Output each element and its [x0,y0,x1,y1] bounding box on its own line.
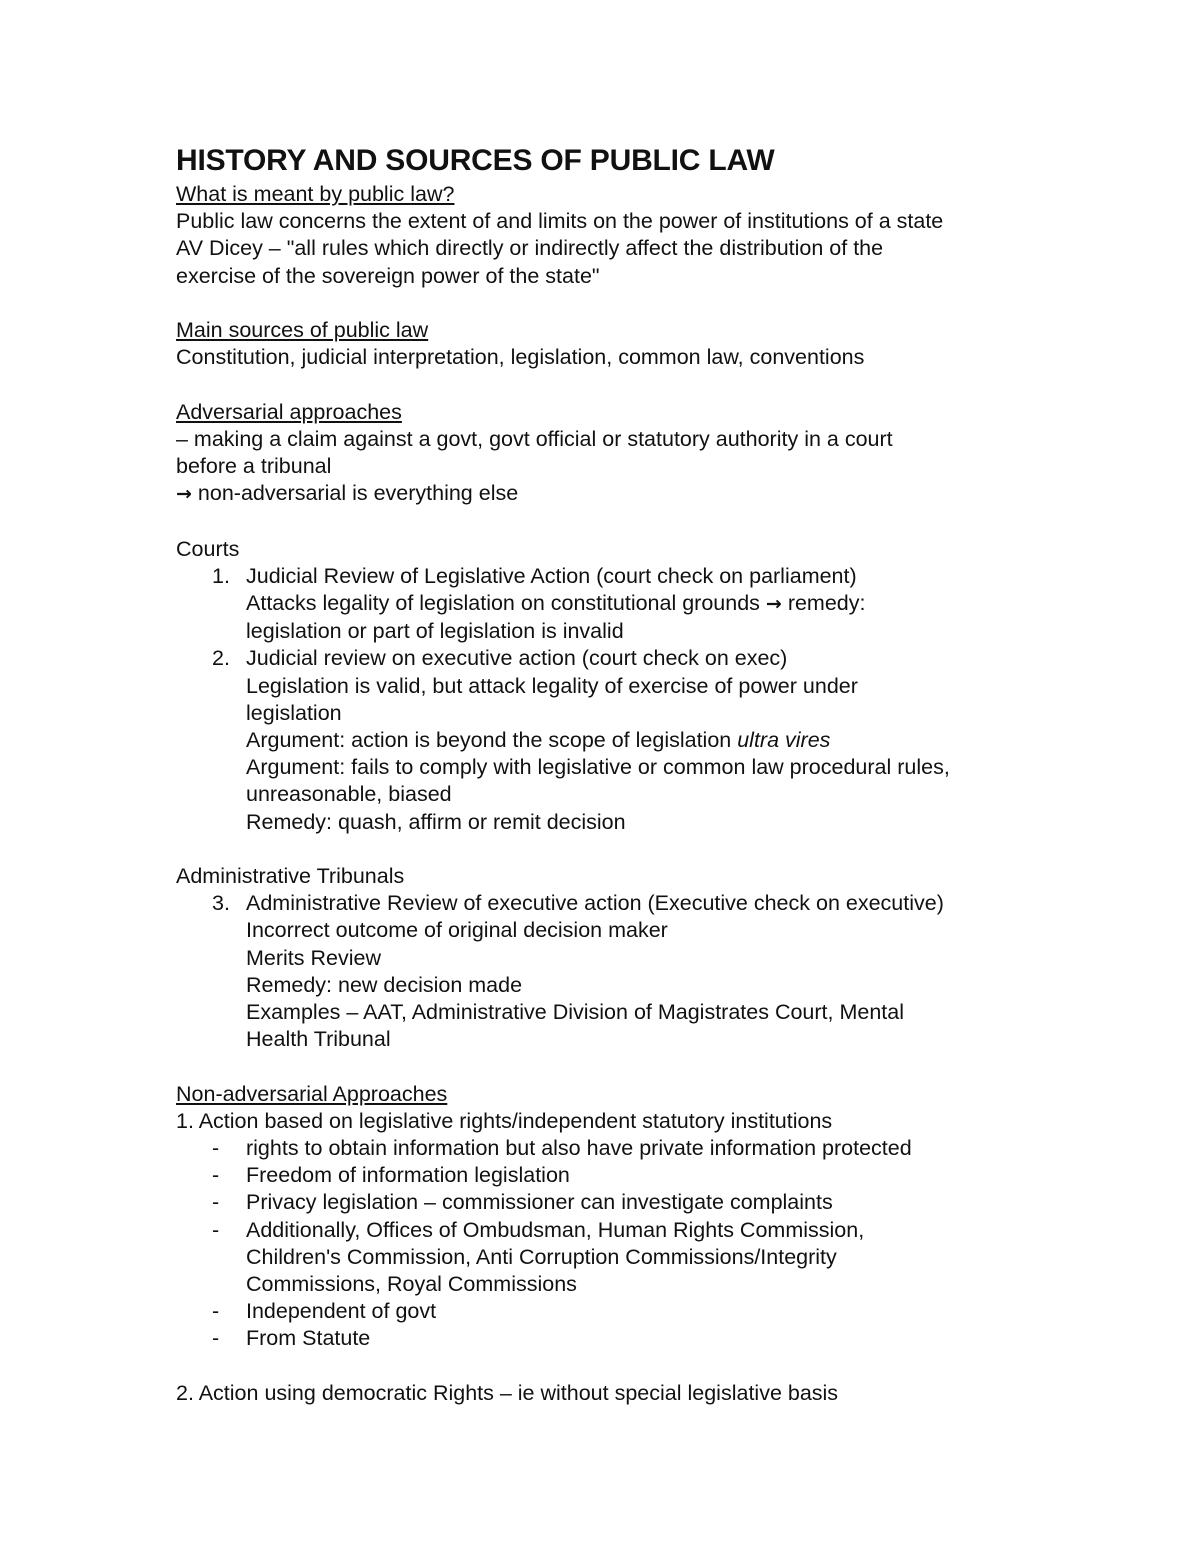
arrow-right-icon: → [176,483,192,506]
section-heading-main-sources: Main sources of public law [176,318,429,342]
list-item-line: Health Tribunal [246,1027,391,1052]
latin-term: ultra vires [737,728,831,753]
numbered-item [176,563,1056,590]
paragraph-line: before a tribunal [176,454,332,478]
dash-bullet-icon: - [212,1190,220,1215]
bullet-continuation: Commissions, Royal Commissions [246,1272,577,1297]
paragraph-line: 1. Action based on legislative rights/independent statutory institutions [176,1108,833,1133]
list-item-title: Judicial Review of Legislative Action (court check on parliament) [246,563,857,588]
dash-bullet-icon: - [212,1299,220,1324]
dash-bullet-icon: - [212,1326,220,1351]
bullet-text: Independent of govt [246,1299,437,1324]
list-item-line: Argument: fails to comply with legislative or common law procedural rules, [246,755,950,780]
bullet-item [176,1162,1056,1189]
paragraph-line: AV Dicey – "all rules which directly or indirectly affect the distribution of the [176,236,884,261]
document-page [176,141,1056,1407]
page-title: HISTORY AND SOURCES OF PUBLIC LAW [176,144,775,177]
list-item-line [176,727,1056,754]
paragraph-line [176,480,1056,508]
spacer [176,836,1056,863]
bullet-item [176,1189,1056,1216]
spacer [176,290,1056,317]
list-item-line: Legislation is valid, but attack legality of exercise of power under [246,673,858,698]
bullet-text: Additionally, Offices of Ombudsman, Human Rights Commission, [246,1217,865,1242]
list-item-line: legislation [246,700,342,725]
bullet-item [176,1325,1056,1352]
list-item-line: Incorrect outcome of original decision maker [246,918,668,943]
section-heading-public-law: What is meant by public law? [176,182,455,206]
bullet-text: From Statute [246,1326,371,1351]
list-item-line: Merits Review [246,945,381,970]
bullet-item [176,1217,1056,1244]
dash-bullet-icon: - [212,1163,220,1188]
section-heading-tribunals: Administrative Tribunals [176,864,405,889]
section-heading-courts: Courts [176,536,240,561]
paragraph-text: non-adversarial is everything else [197,481,519,506]
list-item-text: Argument: action is beyond the scope of legislation [246,728,738,753]
bullet-text: rights to obtain information but also have private information protected [246,1136,912,1161]
paragraph-line: Public law concerns the extent of and limits on the power of institutions of a state [176,209,944,234]
bullet-text: Privacy legislation – commissioner can investigate complaints [246,1190,833,1215]
paragraph-line: exercise of the sovereign power of the state" [176,263,600,288]
list-item-text: Attacks legality of legislation on constitutional grounds [246,591,760,615]
list-item-title: Administrative Review of executive action (Executive check on executive) [246,891,944,916]
paragraph-line: – making a claim against a govt, govt official or statutory authority in a court [176,426,893,451]
paragraph-line: 2. Action using democratic Rights – ie without special legislative basis [176,1380,839,1405]
bullet-continuation: Children's Commission, Anti Corruption Commissions/Integrity [246,1244,837,1269]
list-item-line: legislation or part of legislation is invalid [246,619,624,644]
list-number: 2. [212,646,230,671]
paragraph-line: Constitution, judicial interpretation, legislation, common law, conventions [176,345,865,370]
dash-bullet-icon: - [212,1136,220,1161]
spacer [176,371,1056,398]
section-heading-non-adversarial: Non-adversarial Approaches [176,1081,448,1106]
list-item-line: Remedy: new decision made [246,972,523,997]
bullet-text: Freedom of information legislation [246,1163,570,1188]
arrow-right-icon: → [765,593,782,615]
numbered-item [176,890,1056,917]
spacer [176,508,1056,535]
list-number: 3. [212,891,230,916]
list-item-text: remedy: [787,591,866,615]
numbered-item [176,645,1056,672]
list-number: 1. [212,563,230,588]
list-item-title: Judicial review on executive action (court check on exec) [246,646,788,671]
bullet-item [176,1135,1056,1162]
dash-bullet-icon: - [212,1217,220,1242]
list-item-line: Remedy: quash, affirm or remit decision [246,809,626,834]
spacer [176,1053,1056,1080]
bullet-item [176,1298,1056,1325]
list-item-line [176,590,1056,618]
list-item-line: unreasonable, biased [246,782,452,807]
section-heading-adversarial: Adversarial approaches [176,399,402,424]
spacer [176,1353,1056,1380]
list-item-line: Examples – AAT, Administrative Division of Magistrates Court, Mental [246,1000,904,1025]
